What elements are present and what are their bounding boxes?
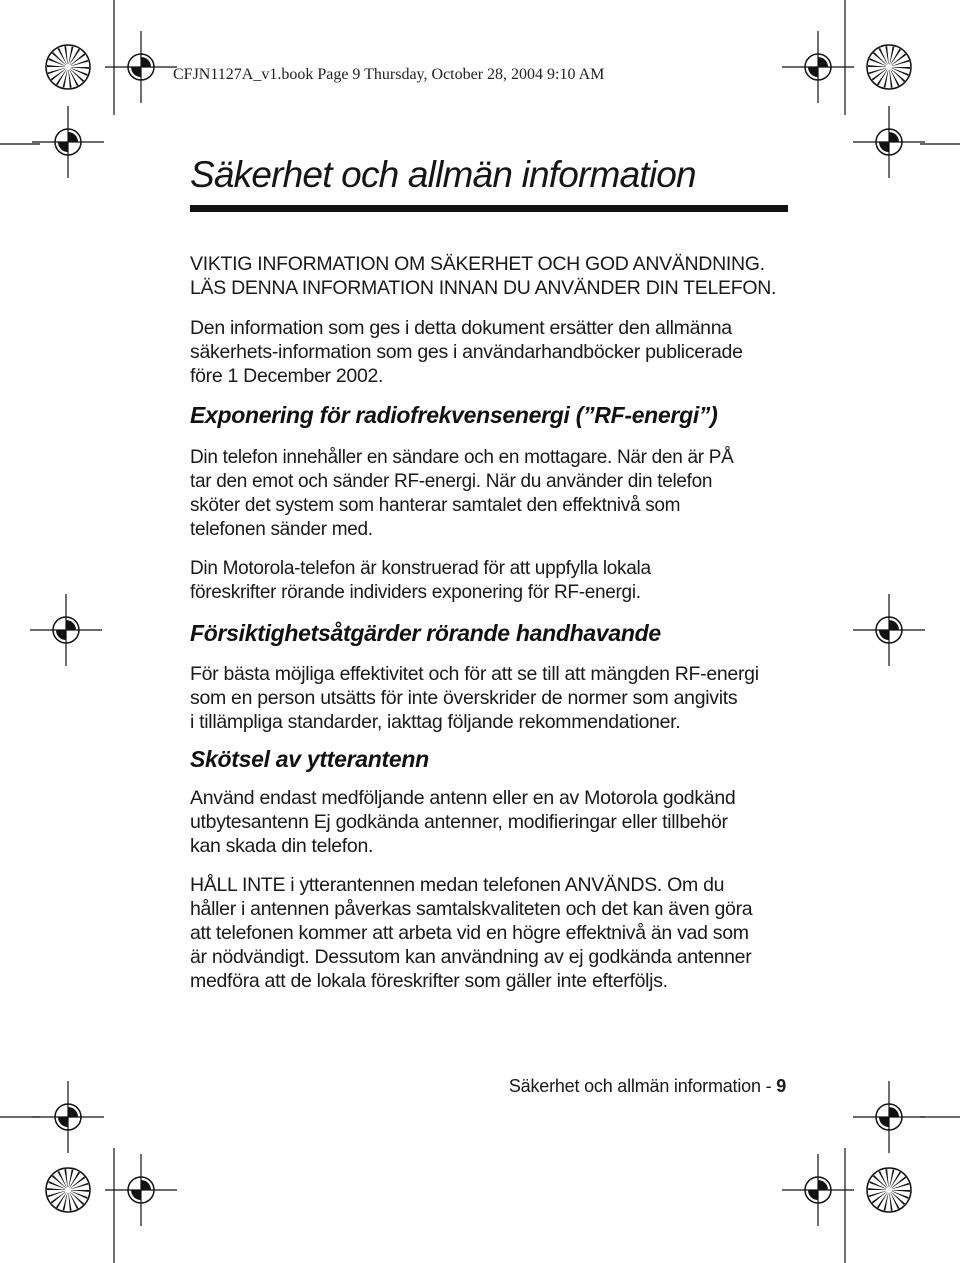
registration-target-icon [32,1081,104,1153]
text-line: HÅLL INTE i ytterantennen medan telefonen ANVÄNDS. Om du [190,874,725,896]
page-number: 9 [776,1076,786,1096]
text-line: att telefonen kommer att arbeta vid en högre effektnivå än vad som [190,922,749,944]
text-line: är nödvändigt. Dessutom kan användning av ej godkända antenner [190,946,752,968]
footer-section-label: Säkerhet och allmän information - [508,1076,777,1096]
text-line: Din Motorola-telefon är konstruerad för att uppfylla lokala [190,558,651,579]
text-line: säkerhets-information som ges i användarhandböcker publicerade [190,341,743,363]
text-line: som en person utsätts för inte överskrider de normer som angivits [190,687,738,709]
text-line: utbytesantenn Ej godkända antenner, modifieringar eller tillbehör [190,811,728,833]
registration-target-icon [853,106,925,178]
registration-target-icon [105,31,177,103]
rf-paragraph-1 [190,446,733,542]
registration-target-icon [782,31,854,103]
color-calibration-rosette-icon [46,45,90,89]
antenna-paragraph-1 [190,786,735,858]
text-line: Den information som ges i detta dokument ersätter den allmänna [190,317,732,339]
color-calibration-rosette-icon [867,1168,911,1212]
registration-target-icon [782,1154,854,1226]
text-line: kan skada din telefon. [190,835,374,857]
registration-target-icon [105,1154,177,1226]
precautions-heading: Försiktighetsåtgärder rörande handhavande [190,620,661,646]
registration-target-icon [30,594,102,666]
text-line: telefonen sänder med. [190,519,373,540]
color-calibration-rosette-icon [46,1168,90,1212]
antenna-care-heading: Skötsel av ytterantenn [190,746,429,772]
registration-target-icon [32,106,104,178]
rf-paragraph-2 [190,557,651,605]
text-line: Din telefon innehåller en sändare och en mottagare. När den är PÅ [190,447,734,468]
text-line: För bästa möjliga effektivitet och för att se till att mängden RF-energi [190,663,759,685]
precautions-paragraph [190,662,759,734]
intro-line: VIKTIG INFORMATION OM SÄKERHET OCH GOD ANVÄNDNING. [190,253,765,275]
text-line: håller i antennen påverkas samtalskvaliteten och det kan även göra [190,898,753,920]
color-calibration-rosette-icon [867,45,911,89]
page-title: Säkerhet och allmän information [190,154,696,195]
intro-notice [190,252,776,300]
title-rule [190,205,788,212]
registration-target-icon [853,594,925,666]
registration-target-icon [853,1081,925,1153]
rf-exposure-heading: Exponering för radiofrekvensenergi (”RF-energi”) [190,402,718,428]
text-line: Använd endast medföljande antenn eller en av Motorola godkänd [190,787,736,809]
text-line: sköter det system som hanterar samtalet den effektnivå som [190,495,681,516]
page-footer [509,1076,786,1097]
text-line: före 1 December 2002. [190,365,384,387]
info-paragraph [190,316,743,388]
antenna-paragraph-2 [190,873,752,993]
text-line: medföra att de lokala föreskrifter som gäller inte efterföljs. [190,970,668,992]
print-job-header: CFJN1127A_v1.book Page 9 Thursday, October 28, 2004 9:10 AM [173,66,605,83]
text-line: föreskrifter rörande individers exponering för RF-energi. [190,582,641,603]
text-line: i tillämpliga standarder, iakttag följande rekommendationer. [190,711,681,733]
text-line: tar den emot och sänder RF-energi. När du använder din telefon [190,471,713,492]
intro-line: LÄS DENNA INFORMATION INNAN DU ANVÄNDER DIN TELEFON. [190,277,777,299]
